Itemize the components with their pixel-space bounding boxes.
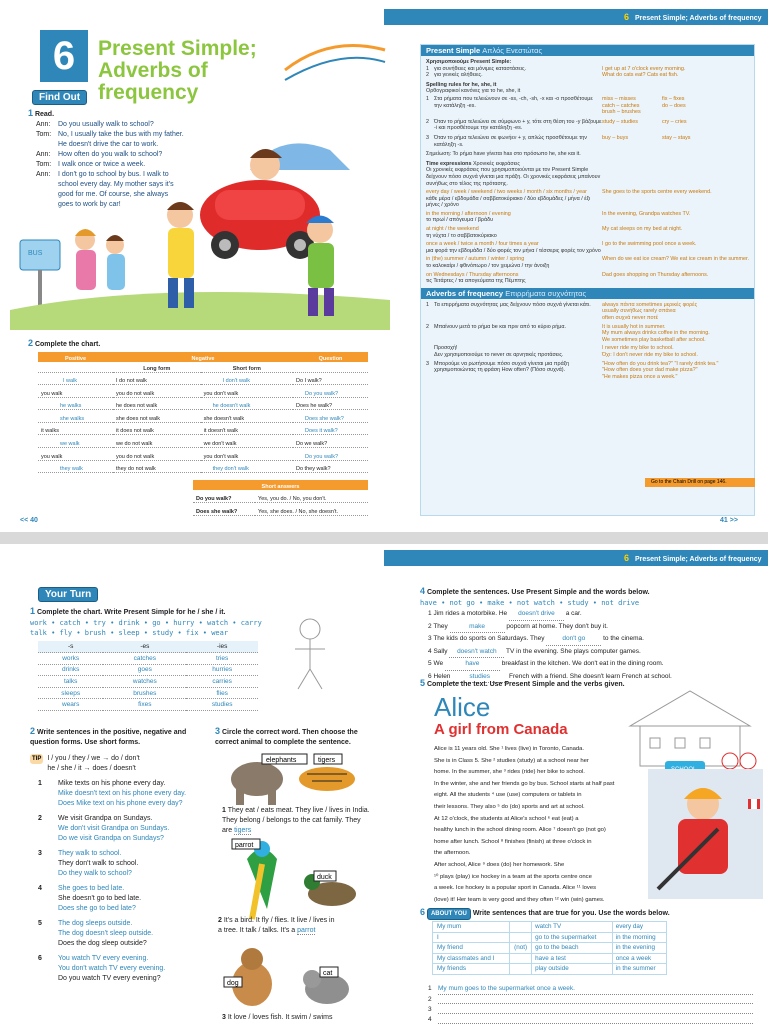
ex4-wordlist: have • not go • make • not watch • study • not drive: [420, 599, 640, 607]
ex2-item: 1 Mike texts on his phone every day. Mike doesn't text on his phone every day. Does Mike text on his phone every day?: [38, 780, 187, 807]
short-answers-table: Short answers Do you walk? Yes, you do. / No, you don't. Does she walk? Yes, she does. / No, she doesn't.: [193, 480, 368, 516]
label-dog: dog: [227, 980, 239, 987]
dialogue-line: Ann: How often do you walk to school?: [36, 151, 163, 158]
ex4-items: [428, 608, 758, 683]
ex6-table: My mum watch TV every day I go to the supermarket in the morning My friend (not) go to the beach in the evening My classmates and I have a test once a week My friends play outside in the summer: [432, 921, 667, 975]
unit-title-header-2: Present Simple; Adverbs of frequency: [634, 556, 762, 563]
chart-row: I walk I do not walk I don't walk Do I walk?: [38, 372, 368, 385]
bottom-header-bar: [384, 550, 768, 566]
chart-row: she walks she does not walk she doesn't walk Does she walk?: [38, 410, 368, 423]
svg-text:BUS: BUS: [28, 250, 43, 257]
chart-row: you walk you do not walk you don't walk Do you walk?: [38, 385, 368, 398]
ex2-item: 4 She goes to bed late. She doesn't go to bed late. Does she go to bed late?: [38, 885, 142, 912]
your-turn-heading: Your Turn: [38, 587, 98, 602]
read-label: Read.: [34, 111, 55, 118]
ex1: 1 Complete the chart. Write Present Simple for he / she / it. work • catch • try • drink • go • hurry • watch • carry talk • fly • brush • sleep • study • fix • wear: [30, 606, 280, 638]
ex6-answer-3[interactable]: [438, 1005, 753, 1014]
read-number: 1: [28, 108, 34, 118]
find-out-heading: Find Out: [32, 90, 87, 105]
chart-head-question: Question: [293, 352, 368, 362]
verb-chart: [38, 352, 368, 473]
girl-sketch: [280, 614, 340, 694]
hockey-girl-photo: [648, 769, 763, 899]
chart-row: it walks it does not walk it doesn't walk Does it walk?: [38, 422, 368, 435]
chart-row: we walk we do not walk we don't walk Do we walk?: [38, 435, 368, 448]
title-swoosh-decoration: [280, 30, 390, 90]
ex6-answer-2[interactable]: [438, 995, 753, 1004]
ex6-answer-1[interactable]: My mum goes to the supermarket once a week.: [438, 984, 753, 995]
label-elephants: elephants: [266, 757, 297, 764]
ex3-item-2: 2 It's a bird. It fly / flies. It live / lives in a tree. It talk / talks. It's a parrot: [218, 917, 335, 934]
alice-text: Alice is 11 years old. She ¹ lives (live) in Toronto, Canada. She is in Class 5. She ² studies (study) at a school near her home. In the summer, she ³ rides (ride) her bike to school. In the winter, she and her friends go by bus. School starts at half past eight. All the students ⁴ use (use) computers or tablets in their lessons. They also ⁵ do (do) sports and art at school. At 12 o'clock, the students at Alice's school ⁶ eat (eat) a healthy lunch in the school dining room. Alice ⁷ doesn't go (not go) home after lunch. School ⁸ finishes (finish) at three o'clock in the afternoon. After school, Alice ⁹ does (do) her homework. She ¹⁰ plays (play) ice hockey in a team at the sports centre once a week. Ice hockey is a popular sport in Canada. Alice ¹¹ loves (love) it! Her team is very good and they often ¹² win (win) games.: [434, 746, 615, 903]
bottom-page: [0, 544, 768, 1024]
grammar-panel: Present Simple Απλός Ενεστώτας Χρησιμοποιούμε Present Simple: 1 για συνήθειες και μόνιμες καταστάσεις. I get up at 7 o'clock every morning. 2 για γενικές αλήθειες. What do cats eat? Cats eat fish. Spelling rules for he, she, it Ορθογραφικοί κανόνες για το he, she, it 1 Στα ρήματα που τελειώνουν σε -ss, -ch, -sh, -x και -o προσθέτουμε την κατάληξη -es. miss – misses catch – catches brush – brushes fix – fixes do – does 2 Όταν το ρήμα τελειώνει σε σύμφωνο + y, τότε στη θέση του -y βάζουμε -i και προσθέτουμε την κατάληξη -es. study – studies cry – cries 3 Όταν το ρήμα τελειώνει σε φωνήεν + y, απλώς προσθέτουμε την κατάληξη -s. buy – buys stay – stays Σημείωση: Το ρήμα have γίνεται has στο πρόσωπο he, she και it. Time expressions Χρονικές εκφράσεις Οι χρονικές εκφράσεις που χρησιμοποιούνται με τον Present Simple δείχνουν πόσο συχνά γίνεται μια πράξη. Οι χρονικές εκφράσεις μπαίνουν συνήθως στο τέλος της πρότασης. every day / week / weekend / two weeks / month / six months / year κάθε μέρα / εβδομάδα / σαββατοκύριακο / δύο εβδομάδες / μήνα / έξι μήνες / χρόνο She goes to the sports centre every weekend. in the morning / afternoon / evening το πρωί / απόγευμα / βράδυ In the evening, Grandpa watches TV. at night / the weekend τη νύχτα / το σαββατοκύριακο My cat sleeps on my bed at night. once a week / twice a month / four times a year μια φορά την εβδομάδα / δύο φορές τον μήνα / τέσσερις φορές τον χρόνο I go to the swimming pool once a week. in (the) summer / autumn / winter / spring το καλοκαίρι / φθινόπωρο / τον χειμώνα / την άνοιξη When do we eat ice cream? We eat ice cream in the summer. on Wednesdays / Thursday afternoons τις Τετάρτες / τα απογεύματα της Πέμπτης Dad goes shopping on Thursday afternoons. Adverbs of frequency Επιρρήματα συχνότητας 1 Τα επιρρήματα συχνότητας μας δείχνουν πόσο συχνά γίνεται κάτι. always πάντα sometimes μερικές φορές usually συνήθως rarely σπάνια often συχνά never ποτέ 2 Μπαίνουν μετά το ρήμα be και πριν από το κύριο ρήμα. It is usually hot in summer. My mum always drinks coffee in the morning. We sometimes play basketball after school. Προσοχή! Δεν χρησιμοποιούμε το never σε αρνητικές προτάσεις. I never ride my bike to school. Όχι: I don't never ride my bike to school. 3 Μπορούμε να ρωτήσουμε πόσο συχνά γίνεται μια πράξη χρησιμοποιώντας τη φράση How often? (Πόσο συχνά). "How often do you drink tea?" "I rarely drink tea." "How often does your dad make pizza?" "He makes pizza once a week.": [420, 44, 755, 516]
complete-chart-heading: 2 Complete the chart.: [28, 338, 101, 348]
label-tigers: tigers: [318, 757, 336, 764]
alice-subtitle: A girl from Canada: [434, 721, 568, 738]
chart-row: he walks he does not walk he doesn't walk Does he walk?: [38, 397, 368, 410]
ex4: 4 Complete the sentences. Use Present Simple and the words below. have • not go • make • not watch • study • not drive: [420, 586, 760, 608]
page-divider: [0, 532, 768, 544]
ex4-item: 6 Helen studies French with a friend. She doesn't learn French at school.: [428, 671, 758, 684]
ex1-table: -s -es -ies works catches tries drinks goes hurries talks watches carries sleeps brushes flies wears fixes studies: [38, 641, 258, 711]
top-header-bar: [384, 9, 768, 25]
ex5: 5 Complete the text. Use Present Simple and the verbs given.: [420, 678, 625, 688]
ex1-wordlist-2: talk • fly • brush • sleep • study • fix • wear: [30, 629, 229, 637]
ex1-wordlist-1: work • catch • try • drink • go • hurry • watch • carry: [30, 619, 262, 627]
ex3: 3 Circle the correct word. Then choose the correct animal to complete the sentence.: [215, 726, 358, 746]
page-number-left: << 40: [20, 517, 38, 524]
label-parrot: parrot: [235, 842, 254, 849]
unit-title-header: Present Simple; Adverbs of frequency: [634, 15, 762, 22]
ex4-item: 2 They make popcorn at home. They don't buy it.: [428, 621, 758, 634]
chart-head-negative: Negative: [113, 352, 293, 362]
ex2: 2 Write sentences in the positive, negative and question forms. Use short forms. TIP I / you / they / we → do / don't he / she / it → does / doesn't: [30, 726, 187, 772]
dialogue-line: Tom: I walk once or twice a week.: [36, 161, 146, 168]
ex6-answer-4[interactable]: [438, 1015, 753, 1024]
chart-sub-short: Short form: [201, 362, 293, 372]
dialogue-line: Tom: No, I usually take the bus with my father. He doesn't drive the car to work.: [36, 131, 184, 148]
grammar-head-present-simple: Present Simple Απλός Ενεστώτας: [421, 45, 754, 56]
chart-head-positive: Positive: [38, 352, 113, 362]
chart-row: you walk you do not walk you don't walk Do you walk?: [38, 448, 368, 461]
ex4-item: 4 Sally doesn't watch TV in the evening. She plays computer games.: [428, 646, 758, 659]
unit-number-header-2: 6: [624, 553, 630, 563]
unit-title-line2: Adverbs of frequency: [98, 59, 208, 104]
ex6: 6 ABOUT YOU Write sentences that are true for you. Use the words below.: [420, 907, 760, 920]
cartoon-illustration: [10, 110, 390, 330]
chain-drill-link[interactable]: Go to the Chain Drill on page 146.: [645, 478, 755, 487]
unit-title-line1: Present Simple;: [98, 37, 257, 60]
page-number-right: 41 >>: [720, 517, 738, 524]
ex4-item: 1 Jim rides a motorbike. He doesn't drive a car.: [428, 608, 758, 621]
ex2-item: 3 They walk to school. They don't walk to school. Do they walk to school?: [38, 850, 139, 877]
ex2-item: 6 You watch TV every evening. You don't watch TV every evening. Do you watch TV every evening?: [38, 955, 166, 982]
unit-number-header: 6: [624, 12, 630, 22]
short-answers-head: Short answers: [193, 480, 368, 490]
ex4-item: 5 We have breakfast in the kitchen. We don't eat in the dining room.: [428, 658, 758, 671]
label-cat: cat: [323, 970, 333, 977]
ex6-lines: 1 My mum goes to the supermarket once a week. 2 3 4: [428, 984, 753, 1024]
dialogue-line: Ann: I don't go to school by bus. I walk to school every day. My mother says it's good for me. Of course, she always goes to work by car!: [36, 171, 174, 208]
label-duck: duck: [317, 874, 332, 881]
unit-title: [98, 38, 298, 104]
alice-title: Alice: [434, 692, 491, 722]
grammar-head-adverbs: Adverbs of frequency Επιρρήματα συχνότητας: [421, 288, 754, 299]
ex2-item: 5 The dog sleeps outside. The dog doesn't sleep outside. Does the dog sleep outside?: [38, 920, 154, 947]
ex3-item-1: 1 They eat / eats meat. They live / lives in India. They belong / belongs to the cat family. They are tigers: [222, 807, 370, 834]
dialogue-line: Ann: Do you usually walk to school?: [36, 121, 154, 128]
chart-row: they walk they do not walk they don't walk Do they walk?: [38, 460, 368, 473]
unit-number-box: 6: [40, 30, 88, 82]
ex4-item: 3 The kids do sports on Saturdays. They don't go to the cinema.: [428, 633, 758, 646]
ex2-item: 2 We visit Grandpa on Sundays. We don't visit Grandpa on Sundays. Do we visit Grandpa on Sundays?: [38, 815, 170, 842]
chart-sub-long: Long form: [113, 362, 201, 372]
ex2-items: [38, 779, 218, 989]
ex3-item-3: 3 It love / loves fish. It swim / swims: [222, 1014, 333, 1021]
animal-illustrations: [222, 749, 372, 1024]
